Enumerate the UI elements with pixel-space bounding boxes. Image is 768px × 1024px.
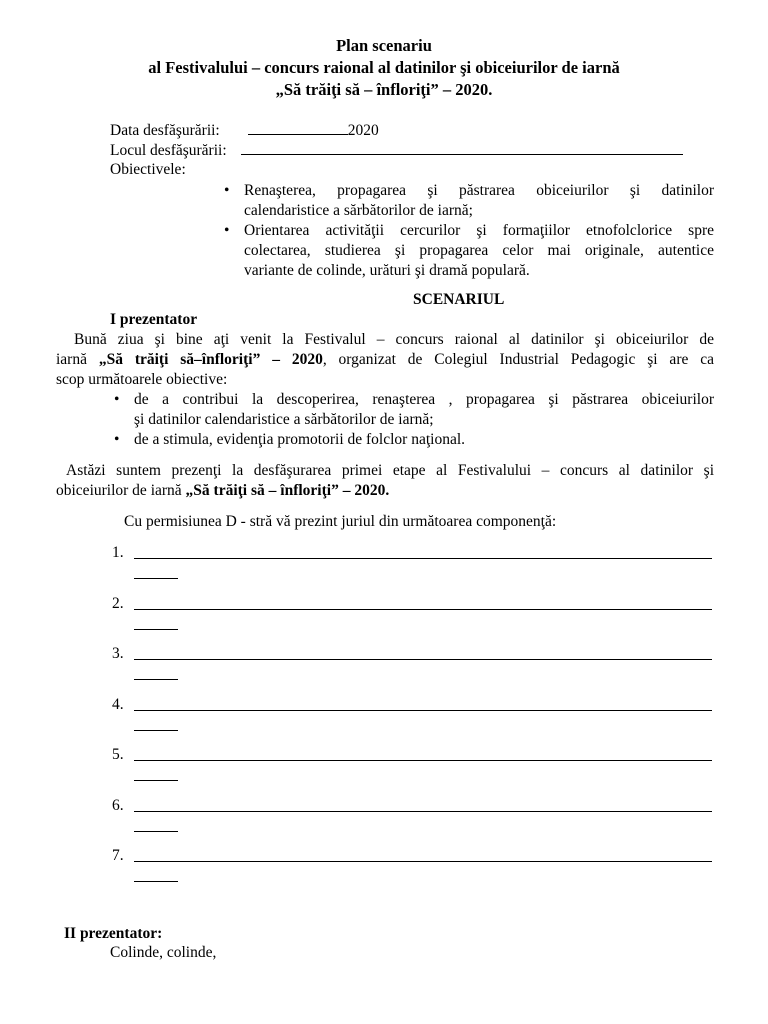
festival-name: „Să trăiţi să–înfloriţi” – 2020 <box>98 351 323 368</box>
jury-blank-line-cont <box>134 615 178 630</box>
date-label: Data desfăşurării: <box>110 122 220 139</box>
jury-blank-line <box>134 645 712 660</box>
intro-line2: iarnă „Să trăiţi să–înfloriţi” – 2020, organizat de Colegiul Industrial Pedagogic şi are ca <box>56 351 714 368</box>
date-blank <box>248 122 348 135</box>
place-blank <box>241 142 683 155</box>
jury-blank-line <box>134 797 712 812</box>
today-line1: Astăzi suntem prezenţi la desfăşurarea primei etape al Festivalului – concurs al datinilor şi <box>66 462 714 479</box>
objective-2-line2: colectarea, studierea şi propagarea celor mai originale, autentice <box>244 242 714 259</box>
objective-1-line1: Renaşterea, propagarea şi păstrarea obiceiurilor şi datinilor <box>244 182 714 199</box>
place-label: Locul desfăşurării: <box>110 142 227 159</box>
jury-number: 3. <box>112 645 124 662</box>
doc-title-line2: al Festivalului – concurs raional al datinilor şi obiceiurilor de iarnă <box>148 58 620 77</box>
jury-blank-line-cont <box>134 716 178 731</box>
today-line2: obiceiurilor de iarnă „Să trăiţi să – înfloriţi” – 2020. <box>56 482 390 499</box>
jury-blank-line-cont <box>134 665 178 680</box>
jury-blank-line-cont <box>134 867 178 882</box>
goal-2-line1: de a stimula, evidenţia promotorii de folclor naţional. <box>134 431 466 448</box>
jury-blank-line <box>134 595 712 610</box>
jury-number: 7. <box>112 847 124 864</box>
jury-blank-line <box>134 847 712 862</box>
presenter1-heading: I prezentator <box>110 311 198 328</box>
date-row <box>110 121 379 141</box>
goal-1-line1: de a contribui la descoperirea, renaşterea , propagarea şi păstrarea obiceiurilor <box>134 391 714 408</box>
presenter2-text: Colinde, colinde, <box>110 944 217 961</box>
jury-number: 1. <box>112 544 124 561</box>
goal-1-line2: şi datinilor calendaristice a sărbătorilor de iarnă; <box>134 411 434 428</box>
jury-number: 2. <box>112 594 124 612</box>
jury-blank-line <box>134 746 712 761</box>
objective-2-line3: variante de colinde, urături şi dramă populară. <box>244 262 530 279</box>
festival-name: „Să trăiţi să – înfloriţi” – 2020. <box>185 482 390 499</box>
jury-number: 6. <box>112 796 124 814</box>
jury-blank-line-cont <box>134 817 178 832</box>
doc-title-line3: „Să trăiţi să – înfloriţi” – 2020. <box>275 80 493 99</box>
jury-number: 5. <box>112 746 124 763</box>
bullet-icon: • <box>224 182 230 199</box>
bullet-icon: • <box>114 431 120 448</box>
jury-number: 4. <box>112 695 124 713</box>
bullet-icon: • <box>114 391 120 408</box>
objective-1-line2: calendaristice a sărbătorilor de iarnă; <box>244 202 473 219</box>
objectives-label: Obiectivele: <box>110 161 186 178</box>
objective-2-line1: Orientarea activităţii cercurilor şi formaţiilor etnofolclorice spre <box>244 222 714 239</box>
jury-blank-line <box>134 696 712 711</box>
jury-blank-line-cont <box>134 564 178 579</box>
place-row <box>110 141 683 161</box>
scenario-heading: SCENARIUL <box>413 291 505 308</box>
bullet-icon: • <box>224 222 230 239</box>
intro-line3: scop următoarele obiective: <box>56 371 228 388</box>
jury-intro: Cu permisiunea D - stră vă prezint juriul din următoarea componenţă: <box>124 513 557 530</box>
presenter2-heading: II prezentator: <box>64 925 163 942</box>
intro-line1: Bună ziua şi bine aţi venit la Festivalul – concurs raional al datinilor şi obiceiurilor de <box>74 331 714 348</box>
date-year: 2020 <box>347 122 379 139</box>
doc-title-line1: Plan scenariu <box>336 36 432 55</box>
jury-blank-line <box>134 544 712 559</box>
jury-blank-line-cont <box>134 766 178 781</box>
